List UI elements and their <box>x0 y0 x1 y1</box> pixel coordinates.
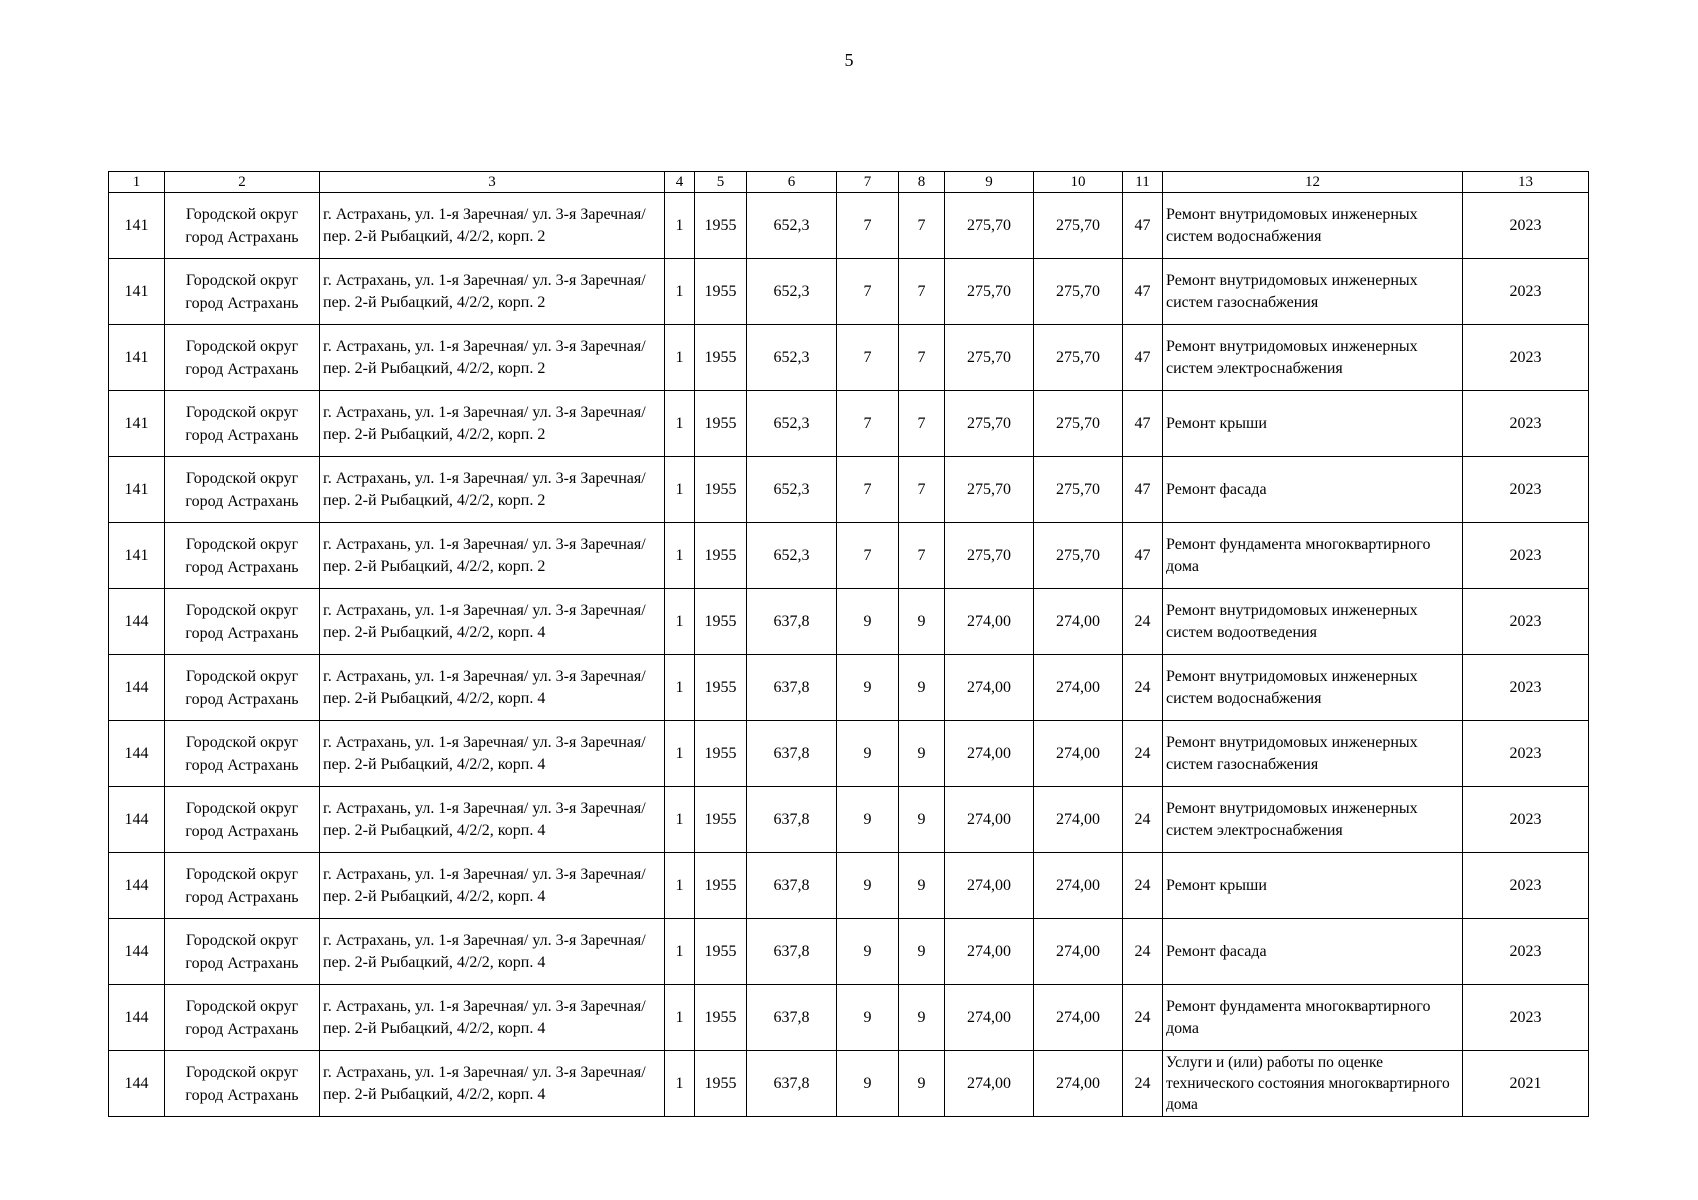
address-cell: г. Астрахань, ул. 1-я Заречная/ ул. 3-я Заречная/ пер. 2-й Рыбацкий, 4/2/2, корп. 4 <box>320 1051 665 1117</box>
column-header: 8 <box>899 172 945 193</box>
build-year-cell: 1955 <box>695 193 747 259</box>
row-number-cell: 144 <box>109 985 165 1051</box>
col-9-cell: 275,70 <box>945 259 1034 325</box>
build-year-cell: 1955 <box>695 787 747 853</box>
col-7-cell: 9 <box>837 721 899 787</box>
col-8-cell: 7 <box>899 457 945 523</box>
col-4-cell: 1 <box>665 919 695 985</box>
column-header: 2 <box>165 172 320 193</box>
col-8-cell: 9 <box>899 721 945 787</box>
col-7-cell: 7 <box>837 457 899 523</box>
col-4-cell: 1 <box>665 787 695 853</box>
work-type-cell: Ремонт внутридомовых инженерных систем газоснабжения <box>1163 259 1463 325</box>
col-8-cell: 7 <box>899 523 945 589</box>
col-10-cell: 274,00 <box>1034 655 1123 721</box>
work-type-cell: Ремонт фасада <box>1163 457 1463 523</box>
year-cell: 2023 <box>1463 919 1589 985</box>
col-10-cell: 275,70 <box>1034 325 1123 391</box>
col-8-cell: 7 <box>899 391 945 457</box>
col-8-cell: 9 <box>899 1051 945 1117</box>
col-7-cell: 9 <box>837 655 899 721</box>
build-year-cell: 1955 <box>695 853 747 919</box>
address-cell: г. Астрахань, ул. 1-я Заречная/ ул. 3-я Заречная/ пер. 2-й Рыбацкий, 4/2/2, корп. 2 <box>320 391 665 457</box>
column-header: 1 <box>109 172 165 193</box>
col-10-cell: 274,00 <box>1034 1051 1123 1117</box>
year-cell: 2023 <box>1463 523 1589 589</box>
work-type-cell: Ремонт фундамента многоквартирного дома <box>1163 523 1463 589</box>
col-9-cell: 274,00 <box>945 655 1034 721</box>
year-cell: 2023 <box>1463 391 1589 457</box>
col-4-cell: 1 <box>665 853 695 919</box>
address-cell: г. Астрахань, ул. 1-я Заречная/ ул. 3-я Заречная/ пер. 2-й Рыбацкий, 4/2/2, корп. 4 <box>320 589 665 655</box>
col-8-cell: 7 <box>899 325 945 391</box>
column-header: 10 <box>1034 172 1123 193</box>
total-area-cell: 637,8 <box>747 721 837 787</box>
col-10-cell: 274,00 <box>1034 721 1123 787</box>
total-area-cell: 637,8 <box>747 655 837 721</box>
year-cell: 2023 <box>1463 853 1589 919</box>
repair-program-table <box>108 171 1589 1117</box>
col-10-cell: 274,00 <box>1034 589 1123 655</box>
build-year-cell: 1955 <box>695 523 747 589</box>
address-cell: г. Астрахань, ул. 1-я Заречная/ ул. 3-я Заречная/ пер. 2-й Рыбацкий, 4/2/2, корп. 2 <box>320 523 665 589</box>
total-area-cell: 652,3 <box>747 259 837 325</box>
col-10-cell: 275,70 <box>1034 457 1123 523</box>
municipality-cell: Городской округ город Астрахань <box>165 919 320 985</box>
col-7-cell: 7 <box>837 391 899 457</box>
row-number-cell: 141 <box>109 457 165 523</box>
work-type-cell: Ремонт крыши <box>1163 853 1463 919</box>
column-header: 5 <box>695 172 747 193</box>
col-8-cell: 9 <box>899 589 945 655</box>
table-row <box>109 325 1589 391</box>
work-type-cell: Ремонт внутридомовых инженерных систем водоснабжения <box>1163 655 1463 721</box>
build-year-cell: 1955 <box>695 721 747 787</box>
col-4-cell: 1 <box>665 1051 695 1117</box>
row-number-cell: 144 <box>109 787 165 853</box>
work-type-cell: Ремонт внутридомовых инженерных систем водоотведения <box>1163 589 1463 655</box>
total-area-cell: 637,8 <box>747 985 837 1051</box>
col-8-cell: 7 <box>899 259 945 325</box>
col-10-cell: 274,00 <box>1034 787 1123 853</box>
row-number-cell: 141 <box>109 193 165 259</box>
col-10-cell: 275,70 <box>1034 193 1123 259</box>
total-area-cell: 637,8 <box>747 1051 837 1117</box>
column-number-row <box>109 172 1589 193</box>
municipality-cell: Городской округ город Астрахань <box>165 787 320 853</box>
table-row <box>109 919 1589 985</box>
work-type-cell: Ремонт фасада <box>1163 919 1463 985</box>
total-area-cell: 637,8 <box>747 787 837 853</box>
col-7-cell: 9 <box>837 589 899 655</box>
col-11-cell: 47 <box>1123 391 1163 457</box>
work-type-cell: Ремонт внутридомовых инженерных систем электроснабжения <box>1163 787 1463 853</box>
col-11-cell: 47 <box>1123 457 1163 523</box>
build-year-cell: 1955 <box>695 325 747 391</box>
row-number-cell: 144 <box>109 853 165 919</box>
year-cell: 2023 <box>1463 655 1589 721</box>
col-11-cell: 24 <box>1123 655 1163 721</box>
column-header: 6 <box>747 172 837 193</box>
col-11-cell: 24 <box>1123 1051 1163 1117</box>
row-number-cell: 141 <box>109 259 165 325</box>
work-type-cell: Услуги и (или) работы по оценке технического состояния многоквартирного дома <box>1163 1051 1463 1117</box>
col-4-cell: 1 <box>665 589 695 655</box>
total-area-cell: 637,8 <box>747 853 837 919</box>
col-11-cell: 24 <box>1123 985 1163 1051</box>
table-row <box>109 787 1589 853</box>
col-7-cell: 9 <box>837 787 899 853</box>
column-header: 3 <box>320 172 665 193</box>
year-cell: 2023 <box>1463 457 1589 523</box>
col-7-cell: 9 <box>837 919 899 985</box>
col-11-cell: 24 <box>1123 721 1163 787</box>
row-number-cell: 141 <box>109 391 165 457</box>
col-8-cell: 9 <box>899 655 945 721</box>
work-type-cell: Ремонт фундамента многоквартирного дома <box>1163 985 1463 1051</box>
total-area-cell: 652,3 <box>747 193 837 259</box>
row-number-cell: 144 <box>109 655 165 721</box>
table-row <box>109 259 1589 325</box>
col-11-cell: 24 <box>1123 919 1163 985</box>
address-cell: г. Астрахань, ул. 1-я Заречная/ ул. 3-я Заречная/ пер. 2-й Рыбацкий, 4/2/2, корп. 2 <box>320 325 665 391</box>
col-9-cell: 275,70 <box>945 193 1034 259</box>
col-9-cell: 275,70 <box>945 457 1034 523</box>
table-body <box>109 193 1589 1117</box>
build-year-cell: 1955 <box>695 457 747 523</box>
col-8-cell: 7 <box>899 193 945 259</box>
year-cell: 2023 <box>1463 259 1589 325</box>
total-area-cell: 637,8 <box>747 919 837 985</box>
table-row <box>109 193 1589 259</box>
year-cell: 2023 <box>1463 787 1589 853</box>
total-area-cell: 652,3 <box>747 325 837 391</box>
col-4-cell: 1 <box>665 391 695 457</box>
municipality-cell: Городской округ город Астрахань <box>165 193 320 259</box>
municipality-cell: Городской округ город Астрахань <box>165 853 320 919</box>
table-row <box>109 589 1589 655</box>
municipality-cell: Городской округ город Астрахань <box>165 1051 320 1117</box>
col-9-cell: 274,00 <box>945 985 1034 1051</box>
total-area-cell: 652,3 <box>747 457 837 523</box>
year-cell: 2021 <box>1463 1051 1589 1117</box>
col-10-cell: 274,00 <box>1034 985 1123 1051</box>
col-10-cell: 274,00 <box>1034 919 1123 985</box>
table-row <box>109 1051 1589 1117</box>
col-11-cell: 47 <box>1123 193 1163 259</box>
col-9-cell: 275,70 <box>945 325 1034 391</box>
col-10-cell: 275,70 <box>1034 391 1123 457</box>
work-type-cell: Ремонт внутридомовых инженерных систем газоснабжения <box>1163 721 1463 787</box>
address-cell: г. Астрахань, ул. 1-я Заречная/ ул. 3-я Заречная/ пер. 2-й Рыбацкий, 4/2/2, корп. 4 <box>320 787 665 853</box>
col-7-cell: 9 <box>837 1051 899 1117</box>
col-4-cell: 1 <box>665 655 695 721</box>
work-type-cell: Ремонт крыши <box>1163 391 1463 457</box>
col-7-cell: 9 <box>837 853 899 919</box>
municipality-cell: Городской округ город Астрахань <box>165 589 320 655</box>
build-year-cell: 1955 <box>695 259 747 325</box>
municipality-cell: Городской округ город Астрахань <box>165 523 320 589</box>
col-9-cell: 274,00 <box>945 589 1034 655</box>
row-number-cell: 144 <box>109 589 165 655</box>
page-number: 5 <box>844 50 854 70</box>
build-year-cell: 1955 <box>695 919 747 985</box>
build-year-cell: 1955 <box>695 655 747 721</box>
municipality-cell: Городской округ город Астрахань <box>165 391 320 457</box>
table-row <box>109 457 1589 523</box>
col-7-cell: 7 <box>837 259 899 325</box>
build-year-cell: 1955 <box>695 589 747 655</box>
column-header: 11 <box>1123 172 1163 193</box>
address-cell: г. Астрахань, ул. 1-я Заречная/ ул. 3-я Заречная/ пер. 2-й Рыбацкий, 4/2/2, корп. 4 <box>320 919 665 985</box>
address-cell: г. Астрахань, ул. 1-я Заречная/ ул. 3-я Заречная/ пер. 2-й Рыбацкий, 4/2/2, корп. 4 <box>320 721 665 787</box>
col-4-cell: 1 <box>665 721 695 787</box>
col-10-cell: 275,70 <box>1034 259 1123 325</box>
work-type-cell: Ремонт внутридомовых инженерных систем электроснабжения <box>1163 325 1463 391</box>
total-area-cell: 637,8 <box>747 589 837 655</box>
municipality-cell: Городской округ город Астрахань <box>165 325 320 391</box>
year-cell: 2023 <box>1463 721 1589 787</box>
municipality-cell: Городской округ город Астрахань <box>165 721 320 787</box>
address-cell: г. Астрахань, ул. 1-я Заречная/ ул. 3-я Заречная/ пер. 2-й Рыбацкий, 4/2/2, корп. 2 <box>320 259 665 325</box>
column-header: 7 <box>837 172 899 193</box>
col-9-cell: 275,70 <box>945 523 1034 589</box>
col-7-cell: 7 <box>837 193 899 259</box>
col-9-cell: 274,00 <box>945 919 1034 985</box>
build-year-cell: 1955 <box>695 1051 747 1117</box>
municipality-cell: Городской округ город Астрахань <box>165 457 320 523</box>
row-number-cell: 141 <box>109 523 165 589</box>
col-11-cell: 47 <box>1123 325 1163 391</box>
year-cell: 2023 <box>1463 193 1589 259</box>
address-cell: г. Астрахань, ул. 1-я Заречная/ ул. 3-я Заречная/ пер. 2-й Рыбацкий, 4/2/2, корп. 4 <box>320 853 665 919</box>
work-type-cell: Ремонт внутридомовых инженерных систем водоснабжения <box>1163 193 1463 259</box>
table-row <box>109 721 1589 787</box>
total-area-cell: 652,3 <box>747 523 837 589</box>
build-year-cell: 1955 <box>695 391 747 457</box>
row-number-cell: 144 <box>109 919 165 985</box>
col-4-cell: 1 <box>665 523 695 589</box>
col-9-cell: 274,00 <box>945 721 1034 787</box>
table-row <box>109 853 1589 919</box>
column-header: 12 <box>1163 172 1463 193</box>
col-9-cell: 274,00 <box>945 853 1034 919</box>
table-row <box>109 985 1589 1051</box>
row-number-cell: 144 <box>109 721 165 787</box>
address-cell: г. Астрахань, ул. 1-я Заречная/ ул. 3-я Заречная/ пер. 2-й Рыбацкий, 4/2/2, корп. 4 <box>320 985 665 1051</box>
total-area-cell: 652,3 <box>747 391 837 457</box>
year-cell: 2023 <box>1463 325 1589 391</box>
table-row <box>109 523 1589 589</box>
build-year-cell: 1955 <box>695 985 747 1051</box>
col-11-cell: 24 <box>1123 589 1163 655</box>
col-8-cell: 9 <box>899 787 945 853</box>
col-4-cell: 1 <box>665 325 695 391</box>
year-cell: 2023 <box>1463 985 1589 1051</box>
municipality-cell: Городской округ город Астрахань <box>165 259 320 325</box>
col-11-cell: 24 <box>1123 853 1163 919</box>
col-4-cell: 1 <box>665 193 695 259</box>
table-row <box>109 391 1589 457</box>
row-number-cell: 144 <box>109 1051 165 1117</box>
col-11-cell: 47 <box>1123 259 1163 325</box>
col-8-cell: 9 <box>899 985 945 1051</box>
col-4-cell: 1 <box>665 259 695 325</box>
table-row <box>109 655 1589 721</box>
col-9-cell: 274,00 <box>945 787 1034 853</box>
col-11-cell: 24 <box>1123 787 1163 853</box>
col-10-cell: 275,70 <box>1034 523 1123 589</box>
col-8-cell: 9 <box>899 919 945 985</box>
col-9-cell: 275,70 <box>945 391 1034 457</box>
address-cell: г. Астрахань, ул. 1-я Заречная/ ул. 3-я Заречная/ пер. 2-й Рыбацкий, 4/2/2, корп. 2 <box>320 193 665 259</box>
column-header: 4 <box>665 172 695 193</box>
row-number-cell: 141 <box>109 325 165 391</box>
col-7-cell: 7 <box>837 325 899 391</box>
col-9-cell: 274,00 <box>945 1051 1034 1117</box>
col-4-cell: 1 <box>665 457 695 523</box>
municipality-cell: Городской округ город Астрахань <box>165 985 320 1051</box>
column-header: 9 <box>945 172 1034 193</box>
col-4-cell: 1 <box>665 985 695 1051</box>
col-7-cell: 9 <box>837 985 899 1051</box>
col-8-cell: 9 <box>899 853 945 919</box>
municipality-cell: Городской округ город Астрахань <box>165 655 320 721</box>
col-7-cell: 7 <box>837 523 899 589</box>
address-cell: г. Астрахань, ул. 1-я Заречная/ ул. 3-я Заречная/ пер. 2-й Рыбацкий, 4/2/2, корп. 4 <box>320 655 665 721</box>
column-header: 13 <box>1463 172 1589 193</box>
address-cell: г. Астрахань, ул. 1-я Заречная/ ул. 3-я Заречная/ пер. 2-й Рыбацкий, 4/2/2, корп. 2 <box>320 457 665 523</box>
col-10-cell: 274,00 <box>1034 853 1123 919</box>
col-11-cell: 47 <box>1123 523 1163 589</box>
year-cell: 2023 <box>1463 589 1589 655</box>
